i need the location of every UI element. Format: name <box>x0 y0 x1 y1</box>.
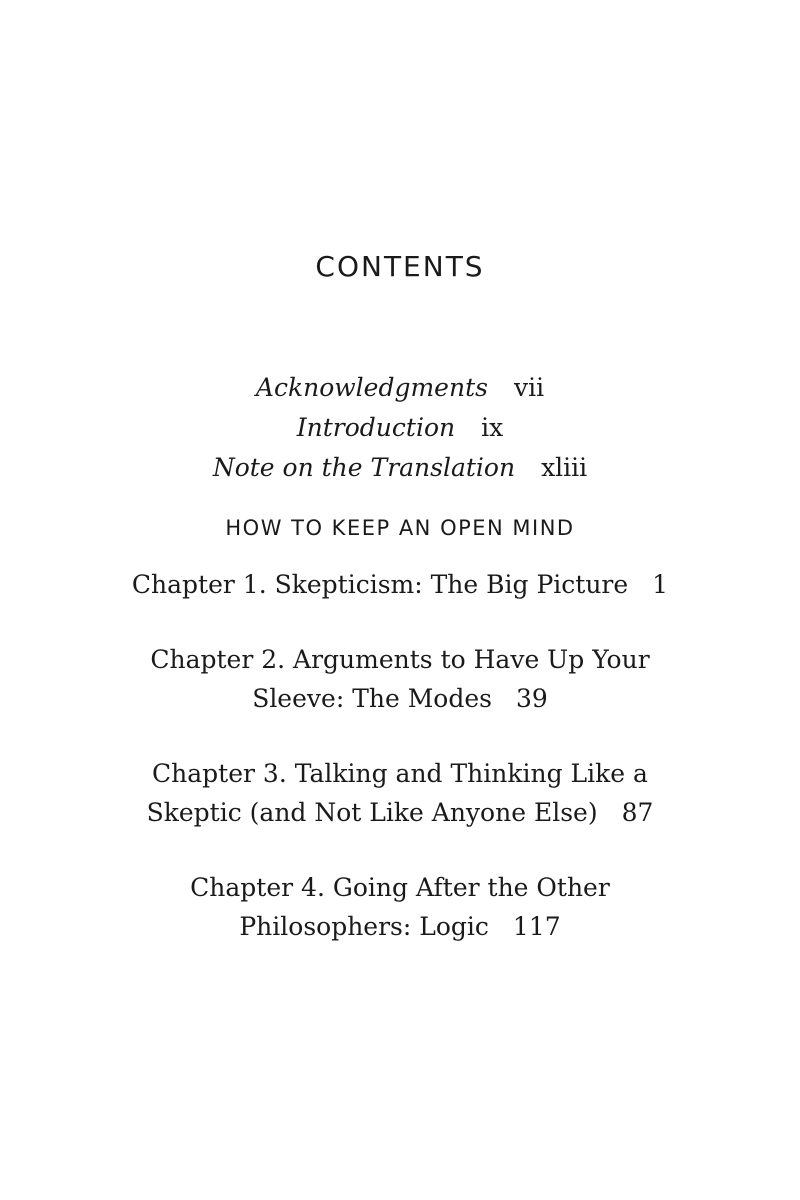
chapter-title: Sleeve: The Modes <box>252 684 492 713</box>
front-matter-label: Acknowledgments <box>255 373 488 402</box>
chapter-title: Philosophers: Logic <box>239 912 489 941</box>
chapter-entry-4[interactable] <box>0 868 800 946</box>
chapter-title: Chapter 1. Skepticism: The Big Picture <box>131 570 629 599</box>
page-number: 39 <box>515 684 548 713</box>
chapter-entry-3[interactable] <box>0 754 800 832</box>
chapter-title-line: Chapter 4. Going After the Other <box>190 873 610 902</box>
page-number: 117 <box>512 912 561 941</box>
front-matter-list <box>0 368 800 488</box>
chapter-title-line <box>0 907 800 946</box>
page-title: CONTENTS <box>315 250 485 283</box>
front-matter-label: Introduction <box>296 413 456 442</box>
chapter-title: Skeptic (and Not Like Anyone Else) <box>146 798 598 827</box>
page-number: ix <box>481 413 504 442</box>
page-number: vii <box>513 373 545 402</box>
chapter-title-line <box>0 793 800 832</box>
front-matter-label: Note on the Translation <box>212 453 516 482</box>
page-number: xliii <box>541 453 588 482</box>
section-heading: HOW TO KEEP AN OPEN MIND <box>225 516 575 540</box>
page-number: 1 <box>652 570 669 599</box>
front-matter-entry[interactable] <box>0 408 800 448</box>
chapter-title-line: Chapter 2. Arguments to Have Up Your <box>150 645 650 674</box>
chapter-title-line <box>0 565 800 604</box>
chapter-entry-2[interactable] <box>0 640 800 718</box>
page-number: 87 <box>621 798 654 827</box>
chapter-title-line: Chapter 3. Talking and Thinking Like a <box>152 759 648 788</box>
chapter-entry-1[interactable] <box>0 565 800 604</box>
chapter-list <box>0 565 800 946</box>
front-matter-entry[interactable] <box>0 368 800 408</box>
chapter-title-line <box>0 679 800 718</box>
front-matter-entry[interactable] <box>0 448 800 488</box>
